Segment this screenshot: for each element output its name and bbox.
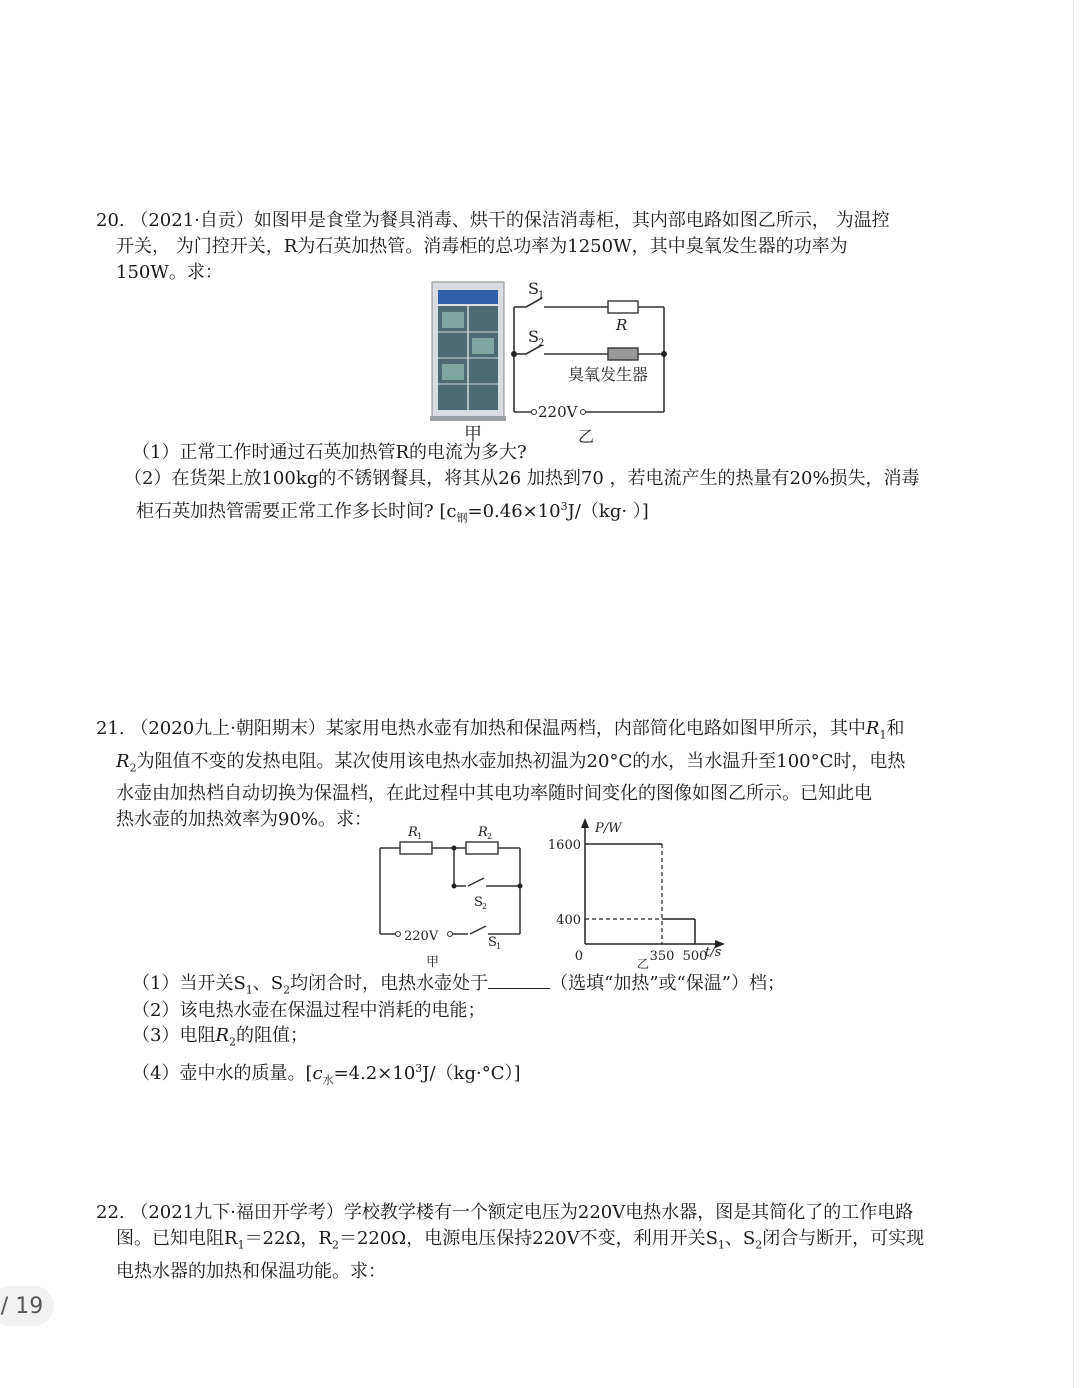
q20-line-1: 20. （2021·自贡）如图甲是食堂为餐具消毒、烘干的保洁消毒柜，其内部电路如图乙所示， 为温控 xyxy=(96,210,890,231)
label-ozone: 臭氧发生器 xyxy=(568,365,649,384)
junction-dot xyxy=(661,351,667,357)
label-s1-sub: 1 xyxy=(538,290,545,301)
q21-sub-1-a: （1）当开关S xyxy=(132,973,246,994)
q22-line-1: 22. （2021九下·福田开学考）学校教学楼有一个额定电压为220V电热水器，图是其简化了的工作电路 xyxy=(96,1202,914,1223)
q20-sub-2b-text: 柜石英加热管需要正常工作多长时间? [c xyxy=(136,501,457,522)
terminal xyxy=(532,410,537,415)
label-voltage: 220V xyxy=(538,403,578,421)
answer-blank[interactable] xyxy=(488,970,550,989)
q21-sub-4-unit: J/（kg·°C）] xyxy=(422,1063,521,1084)
q20-line-3: 150W。求： xyxy=(116,262,223,283)
q22-r2-sub: 2 xyxy=(331,1238,339,1252)
ozone-generator xyxy=(608,348,638,360)
q21-sub-4-c: c xyxy=(312,1063,323,1084)
q21-sub-1-b: 、S xyxy=(252,973,284,994)
chart-caption: 乙 xyxy=(637,957,650,971)
label-voltage: 220V xyxy=(404,929,439,944)
q21-sub-4-value: =4.2×10 xyxy=(333,1063,416,1084)
q22-line-2-c: ＝220Ω，电源电压保持220V不变，利用开关S xyxy=(338,1228,718,1249)
label-s1: S xyxy=(528,279,539,298)
label-s1: S xyxy=(488,935,497,950)
power-time-chart xyxy=(545,816,735,972)
caption-yi: 乙 xyxy=(578,427,595,446)
q21-sub-4 xyxy=(132,1056,521,1094)
caption-jia: 甲 xyxy=(464,424,482,445)
q21-sub-4-csub: 水 xyxy=(322,1073,334,1087)
q21-sub-1-s1: 1 xyxy=(245,983,253,997)
question-22 xyxy=(96,1200,986,1285)
q22-line-2 xyxy=(96,1226,986,1259)
q20-sub-2a: （2）在货架上放100kg的不锈钢餐具，将其从26 加热到70 ，若电流产生的热量有20%损失，消毒 xyxy=(124,468,920,489)
q21-line-1-text: 21. （2020九上·朝阳期末）某家用电热水壶有加热和保温两档，内部简化电路如图甲所示，其中 xyxy=(96,718,866,739)
q22-line-2-a: 图。已知电阻R xyxy=(116,1228,238,1249)
q21-sub-3 xyxy=(132,1023,308,1056)
q22-line-2-d: 、S xyxy=(724,1228,756,1249)
q21-line-2 xyxy=(96,749,986,782)
label-s2-sub: 2 xyxy=(482,902,488,911)
label-s2-sub: 2 xyxy=(538,338,545,349)
q20-sub-2b-unit: J/（kg· ）] xyxy=(567,501,649,522)
page-indicator[interactable]: / 19 xyxy=(0,1286,54,1326)
junction-dot xyxy=(518,884,523,889)
label-r2: R xyxy=(478,825,488,840)
q20-line-2: 开关， 为门控开关，R为石英加热管。消毒柜的总功率为1250W，其中臭氧发生器的功率为 xyxy=(116,236,848,257)
q22-s2-sub: 2 xyxy=(755,1238,763,1252)
q21-sub-1-d: （选填“加热”或“保温”）档； xyxy=(550,973,785,994)
q20-circuit xyxy=(514,298,664,412)
junction-dot xyxy=(452,884,457,889)
x-axis-label: t/s xyxy=(705,945,722,960)
terminal xyxy=(581,410,586,415)
junction-dot xyxy=(452,846,457,851)
q21-sub-4-a: （4）壶中水的质量。[ xyxy=(132,1063,313,1084)
x-tick-label: 350 xyxy=(649,949,675,964)
q22-r1-sub: 1 xyxy=(237,1238,245,1252)
q21-sub-1-c: 均闭合时，电热水壶处于 xyxy=(290,973,489,994)
q21-r2-sub: 2 xyxy=(129,761,137,775)
q21-sub-3-b: 的阻值； xyxy=(236,1025,309,1046)
q21-sub-3-a: （3）电阻 xyxy=(132,1025,216,1046)
q22-line-2-b: ＝22Ω，R xyxy=(244,1228,332,1249)
q21-sub-4-exp: 3 xyxy=(415,1062,423,1075)
q20-sub-2b-value: =0.46×10 xyxy=(467,501,561,522)
q21-line-3: 水壶由加热档自动切换为保温档，在此过程中其电功率随时间变化的图像如图乙所示。已知此电 xyxy=(116,783,872,805)
label-s2: S xyxy=(528,327,539,346)
q21-sub-3-rsub: 2 xyxy=(229,1035,237,1049)
q21-sub-3-r: R xyxy=(215,1025,230,1046)
x-tick-label: 0 xyxy=(574,949,583,964)
q21-line-1 xyxy=(96,716,986,749)
q21-line-4: 热水壶的加热效率为90%。求： xyxy=(116,809,373,831)
q21-r2: R xyxy=(116,750,130,772)
disinfection-cabinet-illustration xyxy=(430,282,506,421)
label-r1: R xyxy=(408,825,418,840)
q21-r1-sub: 1 xyxy=(879,728,887,742)
label-r2-sub: 2 xyxy=(487,832,493,841)
resistor-R xyxy=(608,301,638,313)
label-s2: S xyxy=(474,895,483,910)
q22-s1-sub: 1 xyxy=(717,1238,725,1252)
resistor-r2 xyxy=(466,842,498,854)
q21-circuit-figure xyxy=(370,820,535,970)
q21-line-2-text: 为阻值不变的发热电阻。某次使用该电热水壶加热初温为20°C的水，当水温升至100°C时，电热 xyxy=(136,750,906,772)
q20-c-subscript: 钢 xyxy=(456,511,468,525)
y-tick-label: 1600 xyxy=(547,838,581,853)
label-r1-sub: 1 xyxy=(417,832,423,841)
q20-sub-2b xyxy=(136,494,649,532)
y-axis-label: P/W xyxy=(595,821,622,836)
terminal xyxy=(396,932,401,937)
q21-sub-2: （2）该电热水壶在保温过程中消耗的电能； xyxy=(132,1000,486,1021)
label-r: R xyxy=(616,316,628,334)
terminal xyxy=(448,932,453,937)
q22-line-2-e: 闭合与断开，可实现 xyxy=(762,1228,925,1249)
q21-r1: R xyxy=(865,718,880,739)
q20-figure xyxy=(420,276,680,446)
q20-sub-1: （1）正常工作时通过石英加热管R的电流为多大? xyxy=(132,442,527,463)
x-tick-label: 500 xyxy=(682,949,708,964)
question-20 xyxy=(96,208,986,286)
junction-dot xyxy=(511,351,517,357)
caption-jia: 甲 xyxy=(426,955,440,970)
y-axis-arrow xyxy=(581,818,589,828)
resistor-r1 xyxy=(400,842,432,854)
q21-line-1-end: 和 xyxy=(886,718,905,739)
label-s1-sub: 1 xyxy=(496,942,502,951)
q21-sub-1-s2: 2 xyxy=(283,983,291,997)
q22-line-3: 电热水器的加热和保温功能。求： xyxy=(116,1260,386,1282)
page-edge xyxy=(1073,0,1074,1388)
y-tick-label: 400 xyxy=(556,913,581,928)
q20-exponent: 3 xyxy=(560,500,568,513)
question-21 xyxy=(96,716,986,833)
